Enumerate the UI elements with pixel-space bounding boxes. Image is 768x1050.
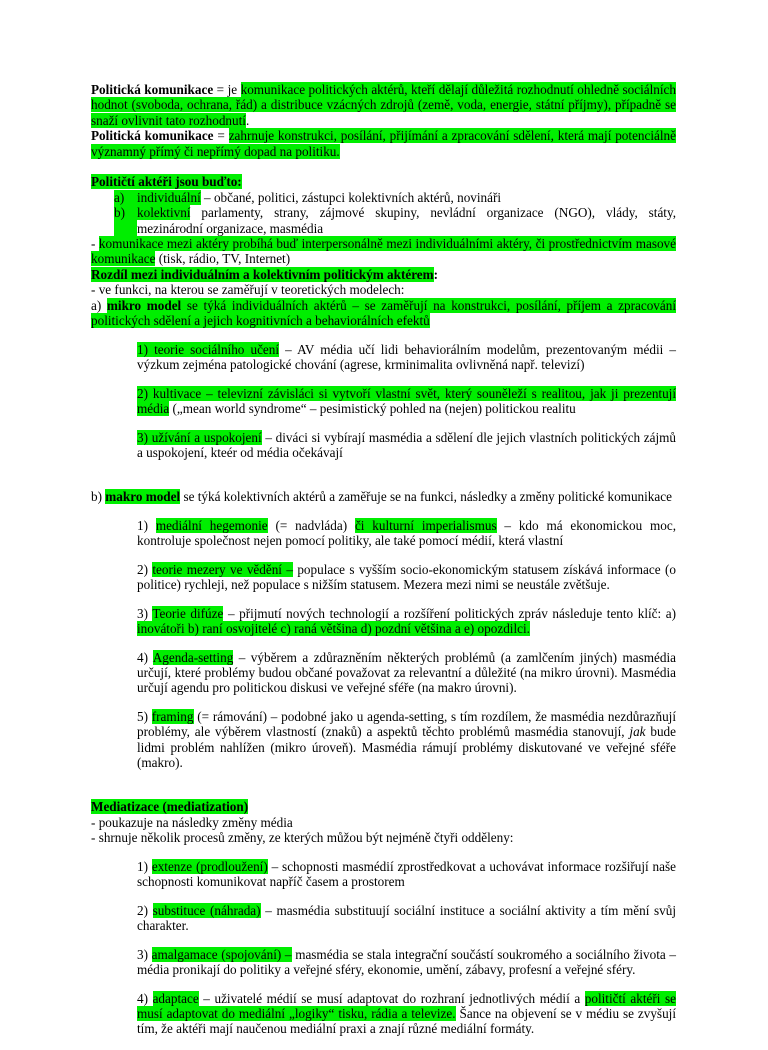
text: Šance na objevení se v médiu se zvyšují tím, že aktéři mají naučenou mediální praxi a znají různé mediální formáty. [137,1006,676,1037]
highlighted-text: Teorie difúze [152,605,224,621]
process-item-4 [91,991,676,1037]
micro-item-1 [91,342,676,373]
text: – schopnosti masmédií zprostředkovat a uchovávat informace rozšiřují naše schopnosti komunikovat napříč časem a prostorem [137,858,676,890]
highlighted-text: Agenda-setting [152,649,234,665]
heading-text: Mediatizace (mediatization) [91,799,249,815]
macro-item-5 [91,709,676,771]
micro-item-3 [91,430,676,461]
text: populace s vyšším socio-ekonomickým statusem získává informace (o politice) rychleji, než populace s nižším statusem. Mezera mezi nimi se neustále zvětšuje. [137,561,676,593]
text: 1) [137,858,152,874]
term: makro model [105,489,181,505]
text: – diváci si vybírají masmédia a sdělení dle jejich vlastních politických zájmů a uspokojení, kteér od média očekávají [137,429,676,461]
text: – kdo má ekonomickou moc, kontroluje společnost nejen pomocí politiky, ale také pomocí médií, která vlastní [137,517,676,549]
text: – AV média učí lidi behaviorálním modelům, prezentovaným médii – výzkum zejména patologické chování (agrese, krminimalita ovlivněná např. televizí) [137,341,676,373]
paragraph-definition-2 [91,128,676,159]
heading-difference [91,267,676,282]
text: 5) [137,709,152,725]
paragraph-communication [91,236,676,267]
term: mikro model [106,297,182,313]
term: Politická komunikace [91,82,214,97]
heading-text: Političtí aktéři jsou buďto: [91,174,242,190]
text: 4) [137,990,153,1006]
term: Politická komunikace [91,128,214,144]
highlighted-text: komunikace mezi aktéry probíhá buď interpersonálně mezi individuálními aktéry, či prostřednictvím masové komunikace [91,236,676,267]
document-page [91,82,676,1050]
list-item [91,190,676,205]
text: - poukazuje na následky změny média [91,814,293,830]
text: 2) [137,561,153,577]
highlighted-text: zahrnuje konstrukci, posílání, přijímání a zpracování sdělení, která mají potenciálně významný přímý či nepřímý dopad na politiku. [91,128,676,159]
text: („mean world syndrome“ – pesimistický pohled na (nejen) politickou realitu [169,401,576,417]
highlighted-text: framing [151,709,194,725]
text: : [433,266,439,282]
text: parlamenty, strany, zájmové skupiny, nevládní organizace (NGO), vlády, státy, mezinárodní organizace, masmédia [137,205,676,236]
text: - shrnuje několik procesů změny, ze kterých můžou být nejméně čtyři odděleny: [91,830,514,846]
text: 3) [137,946,152,962]
macro-item-3 [91,606,676,637]
text: a) [91,297,107,313]
text: - [91,236,99,252]
heading-mediatization [91,799,676,814]
text: – výběrem a zdůrazněním některých problémů (a zamlčením jiných) masmédia určují, které problémy budou občané považovat za relevantní a důležité (na mikro úrovni). Masmédia určují agendu pro politickou diskusi ve veřejné sféře (na makro úrovni). [137,649,676,696]
text: (tisk, rádio, TV, Internet) [155,251,291,267]
text: – občané, politici, zástupci kolektivních aktérů, novináři [200,189,502,205]
highlighted-text: substituce (náhrada) [152,902,261,918]
highlighted-text: političtí aktéři se musí adaptovat do mediální „logiky“ tisku, rádia a televize. [137,990,676,1022]
text: = je [213,82,241,97]
list-text [137,190,676,205]
highlighted-text: teorie mezery ve vědění – [152,561,293,577]
paragraph-definition-1 [91,82,676,128]
highlighted-text: extenze (prodloužení) [151,858,268,874]
text: 1) [137,517,156,533]
highlighted-text: komunikace politických aktérů, kteří dělají důležitá rozhodnutí ohledně sociálních hodnot (svoboda, ochrana, řád) a distribuce vzácných zdrojů (země, voda, energie, státní příjmy), případně se snaží ovlivnit tato rozhodnutí [91,82,676,128]
list-item [91,205,676,236]
text: b) [91,489,106,505]
highlighted-text: adaptace [152,990,199,1006]
text: (= nadvláda) [267,517,355,533]
highlighted-text: amalgamace (spojování) – [151,946,292,962]
paragraph-micro-model [91,298,676,329]
macro-item-1 [91,518,676,549]
highlighted-text: 3) užívání a uspokojení [137,429,262,445]
spacer [91,474,676,489]
text: bude lidmi problém nahlížen (mikro úroveň). Masmédia rámují problémy diskutované ve veřejné sféře (makro). [137,724,677,771]
process-item-1 [91,859,676,890]
highlighted-text: kolektivní [137,205,191,221]
highlighted-text: či kulturní imperialismus [354,517,497,533]
highlighted-text: individuální [137,189,201,205]
process-item-2 [91,903,676,934]
paragraph [91,830,676,845]
text: 2) [137,902,153,918]
highlighted-text: se týká individuálních aktérů – se zaměřují na konstrukci, posílání, příjem a zpracování politických sdělení a jejich kognitivních a behaviorálních efektů [91,297,677,329]
highlighted-text: inovátoři b) raní osvojitelé c) raná většina d) pozdní většina a e) opozdilci. [137,621,530,637]
list-marker: a) [114,190,137,205]
text: – masmédia substituují sociální instituce a sociální aktivity a tím mění svůj charakter. [137,902,676,934]
text: - ve funkci, na kterou se zaměřují v teoretických modelech: [91,282,405,298]
heading-text: Rozdíl mezi individuálním a kolektivním politickým aktérem [91,266,434,282]
paragraph [91,282,676,297]
text: . [245,112,250,128]
text: – uživatelé médií se musí adaptovat do rozhraní jednotlivých médií a [198,990,585,1006]
text: = [213,128,229,144]
paragraph-macro-model [91,489,676,504]
list-marker: b) [114,205,137,236]
highlighted-text: 1) teorie sociálního učení [137,341,280,357]
paragraph [91,815,676,830]
text: (= rámování) – podobné jako u agenda-setting, s tím rozdílem, že masmédia nezdůrazňují problémy, ale výběrem vlastností (znaků) a aspektů těchto problémů masmédia stanovují, [137,709,676,740]
macro-item-2 [91,562,676,593]
highlighted-text: mediální hegemonie [155,517,268,533]
text: 3) [137,605,153,621]
spacer [91,159,676,174]
heading-political-actors [91,174,676,189]
process-item-3 [91,947,676,978]
text: – přijmutí nových technologií a rozšíření politických zpráv následuje tento klíč: a) [223,605,676,621]
text: se týká kolektivních aktérů a zaměřuje se na funkci, následky a změny politické komunikace [180,489,672,505]
spacer [91,784,676,799]
micro-item-2 [91,386,676,417]
text: masmédia se stala integrační součástí soukromého a sociálního života – média pronikají do politiky a veřejné sféry, ekonomie, umění, zábavy, profesní a veřejné sféry. [137,946,676,978]
emphasis: jak [629,724,646,740]
list-text [137,205,676,236]
highlighted-text: 2) kultivace – televizní závisláci si vytvoří vlastní svět, který souněleží s realitou, jak ji prezentují média [137,385,676,417]
text: 4) [137,649,153,665]
macro-item-4 [91,650,676,696]
